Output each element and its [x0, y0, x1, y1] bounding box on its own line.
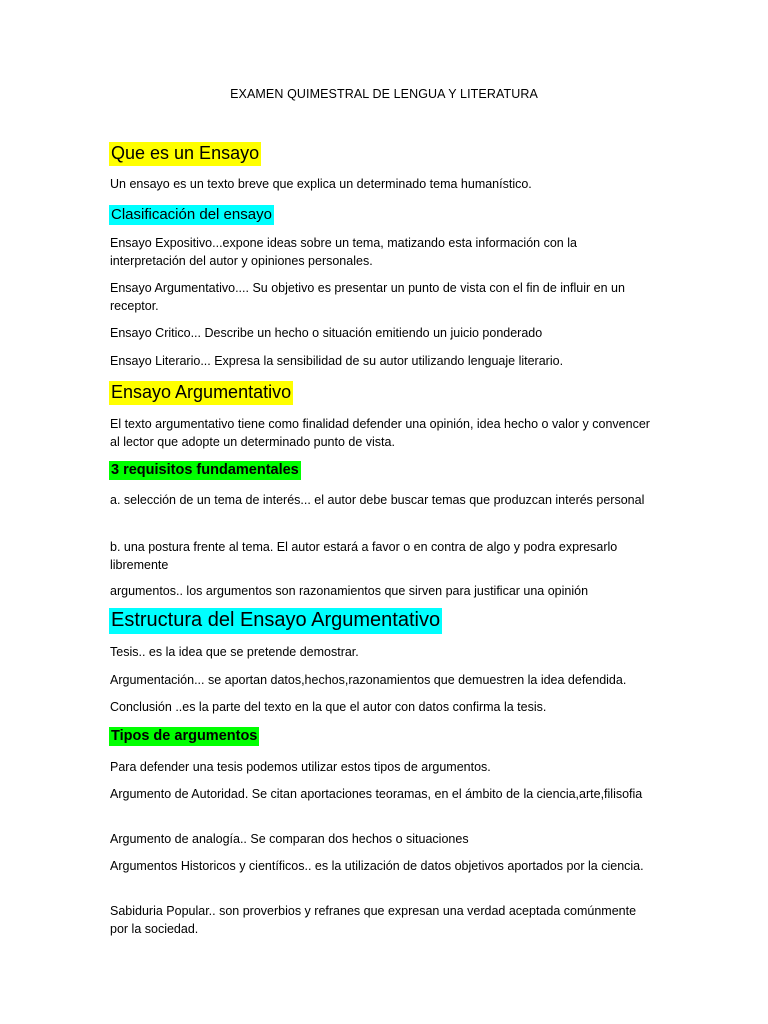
document-title: EXAMEN QUIMESTRAL DE LENGUA Y LITERATURA: [230, 87, 538, 101]
paragraph-tesis: Tesis.. es la idea que se pretende demostrar.: [110, 645, 359, 659]
paragraph-argumentacion: Argumentación... se aportan datos,hechos,razonamientos que demuestren la idea defendida.: [110, 673, 627, 687]
paragraph-texto-argumentativo: El texto argumentativo tiene como finalidad defender una opinión, idea hecho o valor y convencer al lector que adopte un determinado punto de vista.: [110, 417, 650, 449]
heading-estructura: Estructura del Ensayo Argumentativo: [109, 608, 442, 634]
heading-ensayo-argumentativo: Ensayo Argumentativo: [109, 381, 293, 405]
paragraph-ensayo-expositivo: Ensayo Expositivo...expone ideas sobre un tema, matizando esta información con la interpretación del autor y opiniones personales.: [110, 236, 577, 268]
heading-clasificacion: Clasificación del ensayo: [111, 206, 272, 223]
paragraph-requisito-a: a. selección de un tema de interés... el autor debe buscar temas que produzcan interés personal: [110, 493, 645, 507]
paragraph-argumento-autoridad: Argumento de Autoridad. Se citan aportaciones teoramas, en el ámbito de la ciencia,arte,filisofia: [110, 787, 643, 801]
paragraph-argumentos-historicos: Argumentos Historicos y científicos.. es la utilización de datos objetivos aportados por la ciencia.: [110, 859, 644, 873]
paragraph-sabiduria-popular: Sabiduria Popular.. son proverbios y refranes que expresan una verdad aceptada comúnmente por la sociedad.: [110, 904, 637, 936]
paragraph-conclusion: Conclusión ..es la parte del texto en la que el autor con datos confirma la tesis.: [110, 700, 547, 714]
paragraph-ensayo-literario: Ensayo Literario... Expresa la sensibilidad de su autor utilizando lenguaje literario.: [110, 354, 564, 368]
paragraph-intro-tipos: Para defender una tesis podemos utilizar estos tipos de argumentos.: [110, 760, 491, 774]
paragraph-argumentos: argumentos.. los argumentos son razonamientos que sirven para justificar una opinión: [110, 584, 589, 598]
heading-que-es-un-ensayo: Que es un Ensayo: [109, 142, 261, 166]
heading-tipos-argumentos: Tipos de argumentos: [111, 728, 258, 744]
paragraph-ensayo-critico: Ensayo Critico... Describe un hecho o situación emitiendo un juicio ponderado: [110, 326, 543, 340]
paragraph-ensayo-argumentativo: Ensayo Argumentativo.... Su objetivo es presentar un punto de vista con el fin de influir en un receptor.: [110, 281, 625, 313]
paragraph-definicion-ensayo: Un ensayo es un texto breve que explica un determinado tema humanístico.: [110, 177, 532, 191]
paragraph-argumento-analogia: Argumento de analogía.. Se comparan dos hechos o situaciones: [110, 832, 469, 846]
heading-requisitos: 3 requisitos fundamentales: [111, 462, 299, 478]
paragraph-requisito-b: b. una postura frente al tema. El autor estará a favor o en contra de algo y podra expresarlo libremente: [110, 540, 618, 572]
